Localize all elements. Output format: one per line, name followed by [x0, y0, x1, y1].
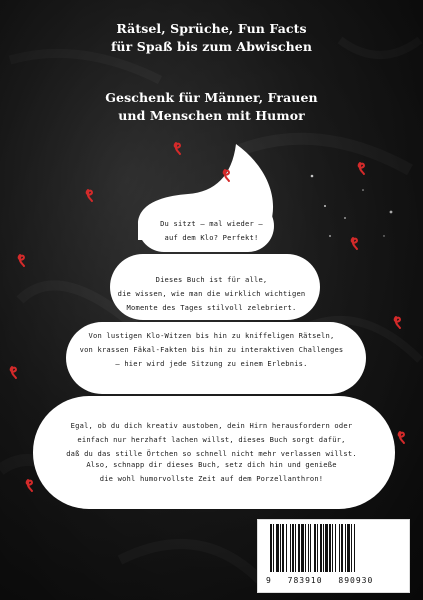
benefit-paragraph [0, 419, 423, 461]
content-paragraph [0, 329, 423, 371]
text-line: – hier wird jede Sitzung zu einem Erlebnis. [115, 359, 308, 368]
text-line: Du sitzt – mal wieder – [160, 219, 263, 228]
barcode-prefix-digit: 9 [266, 576, 272, 585]
barcode-group-1: 783910 [287, 576, 323, 585]
text-line: auf dem Klo? Perfekt! [164, 233, 259, 242]
text-line: die wissen, wie man die wirklich wichtigen [117, 289, 306, 298]
text-line: die wohl humorvollste Zeit auf dem Porzellanthron! [99, 474, 324, 483]
closing-paragraph [0, 458, 423, 486]
barcode-group-2: 890930 [338, 576, 374, 585]
text-line: Also, schnapp dir dieses Buch, setz dich hin und genieße [86, 460, 337, 469]
text-line: einfach nur herzhaft lachen willst, dieses Buch sorgt dafür, [77, 435, 346, 444]
text-line: Momente des Tages stilvoll zelebriert. [126, 303, 297, 312]
isbn-barcode [257, 519, 410, 593]
intro-paragraph [0, 217, 423, 245]
audience-paragraph [0, 273, 423, 315]
headline-line: Rätsel, Sprüche, Fun Facts [116, 21, 307, 36]
text-line: Von lustigen Klo-Witzen bis hin zu kniffeligen Rätseln, [88, 331, 335, 340]
headline-line: für Spaß bis zum Abwischen [110, 39, 313, 54]
text-line: daß du das stille Örtchen so schnell nicht mehr verlassen willst. [66, 449, 357, 458]
barcode-digits [266, 576, 383, 585]
headline-line: und Menschen mit Humor [118, 108, 305, 123]
barcode-bars [258, 520, 409, 576]
text-line: Egal, ob du dich kreativ austoben, dein Hirn herausfordern oder [70, 421, 353, 430]
text-line: von krassen Fäkal-Fakten bis hin zu interaktiven Challenges [79, 345, 344, 354]
text-line: Dieses Buch ist für alle, [155, 275, 268, 284]
headline-line: Geschenk für Männer, Frauen [105, 90, 318, 105]
